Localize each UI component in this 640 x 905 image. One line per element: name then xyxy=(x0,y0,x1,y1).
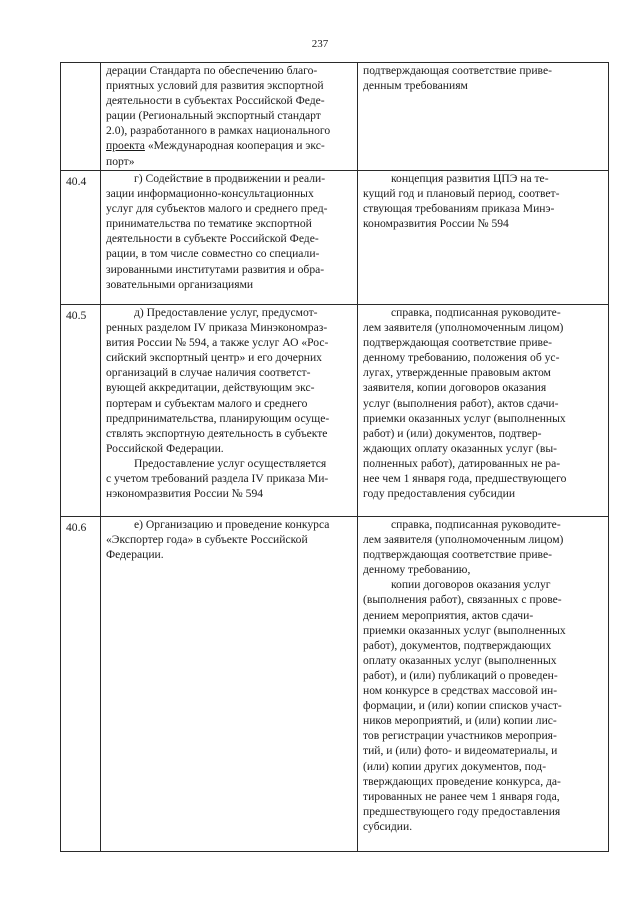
row-number: 40.5 xyxy=(61,305,101,517)
row-documents xyxy=(358,63,609,171)
page-number: 237 xyxy=(311,38,329,50)
row-description xyxy=(101,63,358,171)
table-row xyxy=(61,517,609,852)
underlined-word: проекта xyxy=(106,139,145,153)
documents-text-2: копии договоров оказания услуг (выполнения работ), связанных с прове- дением мероприятия, актов сдачи- приемки оказанных услуг (выполненных работ), документов, подтверждающих оплату оказанных услуг (выполненных работ), и (или) публикаций о проведен- ном конкурсе в средствах массовой ин- формации, и (или) копии списков участ- ников мероприятий, и (или) копии лис- тов регистрации участников мероприя- тий, и (или) фото- и видеоматериалы, и (или) копии других документов, под- тверждающих проведение конкурса, да- тированных не ранее чем 1 января года, предшествующего году предоставления субсидии. xyxy=(363,578,566,833)
row-description xyxy=(101,171,358,305)
row-documents xyxy=(358,517,609,852)
description-text: дерации Стандарта по обеспечению благо- приятных условий для развития экспортной деятельности в субъектах Российской Феде- рации (Региональный экспортный стандарт 2.0), разработанного в рамках национального xyxy=(106,64,331,138)
description-text: д) Предоставление услуг, предусмот- ренных разделом IV приказа Минэкономраз- вития России № 594, а также услуг АО «Рос- сийский экспортный центр» и его дочерних организаций в случае наличия соответст- вующей аккредитации, действующим экс- портерам и субъектам малого и среднего предпринимательства, планирующим осуще- ствлять экспортную деятельность в субъекте Российской Федерации. xyxy=(106,306,330,455)
documents-text: концепция развития ЦПЭ на те- кущий год и плановый период, соответ- ствующая требованиям приказа Минэ- кономразвития России № 594 xyxy=(363,172,560,231)
documents-text: подтверждающая соответствие приве- денным требованиям xyxy=(363,64,552,93)
description-text-continued: «Международная кооперация и экс- порт» xyxy=(106,139,325,168)
description-text: е) Организацию и проведение конкурса «Экспортер года» в субъекте Российской Федерации. xyxy=(106,518,330,562)
requirements-table xyxy=(60,62,609,852)
table-row xyxy=(61,305,609,517)
table-row xyxy=(61,63,609,171)
row-documents xyxy=(358,171,609,305)
row-description xyxy=(101,517,358,852)
row-number: 40.4 xyxy=(61,171,101,305)
row-documents xyxy=(358,305,609,517)
row-number: 40.6 xyxy=(61,517,101,852)
table-row xyxy=(61,171,609,305)
row-description xyxy=(101,305,358,517)
documents-text: справка, подписанная руководите- лем заявителя (уполномоченным лицом) подтверждающая соответствие приве- денному требованию, положения об ус- лугах, утвержденные правовым актом заявителя, копии договоров оказания услуг (выполнения работ), актов сдачи- приемки оказанных услуг (выполненных работ) и (или) документов, подтвер- ждающих оплату оказанных услуг (вы- полненных работ), датированных не ра- нее чем 1 января года, предшествующего году предоставления субсидии xyxy=(363,306,567,501)
description-text-2: Предоставление услуг осуществляется с учетом требований раздела IV приказа Ми- нэкономразвития России № 594 xyxy=(106,456,329,501)
row-number xyxy=(61,63,101,171)
documents-text: справка, подписанная руководите- лем заявителя (уполномоченным лицом) подтверждающая соответствие приве- денному требованию, xyxy=(363,518,564,577)
description-text: г) Содействие в продвижении и реали- зации информационно-консультационных услуг для субъектов малого и среднего пред- принимательства по тематике экспортной деятельности в субъекте Российской Феде- рации, в том числе совместно со специали- зированными институтами развития и обра- зовательными организациями xyxy=(106,172,328,291)
